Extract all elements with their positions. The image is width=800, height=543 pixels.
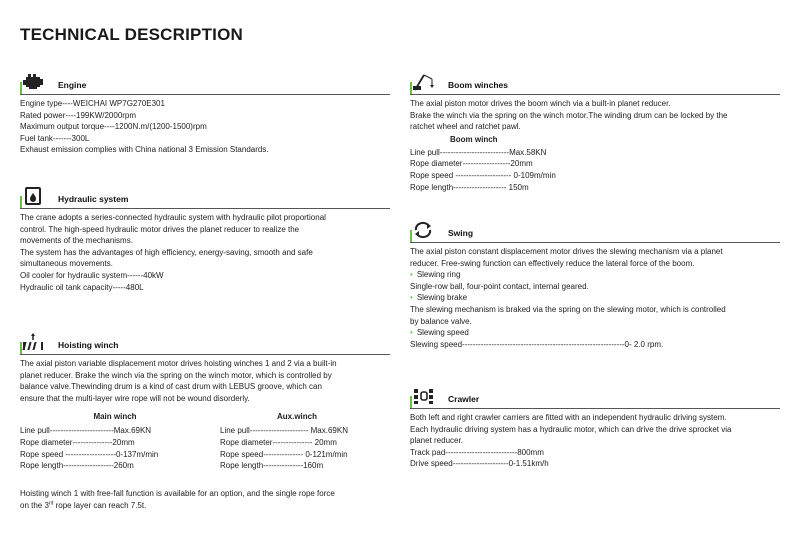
crawler-line: Drive speed---------------------0-1.51km/h	[410, 459, 549, 469]
crawler-line: Each hydraulic driving system has a hydraulic motor, which can drive the drive sprocket via	[410, 424, 732, 434]
hoisting-section	[20, 332, 390, 512]
slewing-speed-label: • Slewing speed	[410, 327, 780, 339]
spec-row: Line pull--------------------------Max.58KN	[410, 147, 547, 157]
hydraulic-line: movements of the mechanisms.	[20, 236, 133, 246]
crawler-line: Both left and right crawler carriers are fitted with an independent hydraulic driving system.	[410, 413, 727, 422]
note-text: on the 3	[20, 500, 49, 510]
engine-section	[20, 72, 390, 156]
boom-line: Brake the winch via the spring on the winch motor.The winding drum can be locked by the	[410, 110, 728, 120]
hoisting-note	[20, 500, 390, 512]
spec-row: Rope speed--------------- 0-121m/min	[220, 449, 348, 459]
slewing-brake-label: • Slewing brake	[410, 292, 780, 304]
main-winch-specs	[20, 404, 210, 471]
page-title: TECHNICAL DESCRIPTION	[20, 25, 244, 44]
winch-spec-columns	[20, 404, 390, 484]
crawler-line: Track pad---------------------------800mm	[410, 447, 544, 457]
engine-line: Fuel tank-------300L	[20, 133, 90, 143]
slewing-ring-label: • Slewing ring	[410, 269, 780, 281]
engine-line: Exhaust emission complies with China national 3 Emission Standards.	[20, 145, 269, 155]
spec-row: Rope length---------------160m	[220, 461, 324, 471]
main-winch-title: Main winch	[93, 412, 137, 422]
boom-winch-subtitle: Boom winch	[450, 134, 498, 144]
hoisting-line: planet reducer. Brake the winch via the spring on the winch motor, which is controlled by	[20, 370, 332, 380]
hydraulic-section	[20, 186, 390, 293]
oil-tank-icon	[22, 187, 44, 205]
slewing-brake-text: The slewing mechanism is braked via the spring on the slewing motor, which is controlled	[410, 304, 726, 314]
hydraulic-line: control. The high-speed hydraulic motor drives the planet reducer to realize the	[20, 224, 300, 234]
crawler-icon	[412, 387, 434, 405]
crawler-title: Crawler	[448, 394, 480, 404]
spec-row: Rope diameter------------------20mm	[410, 159, 533, 169]
note-text: rope layer can reach 7.5t.	[53, 500, 147, 510]
hydraulic-line: Hydraulic oil tank capacity-----480L	[20, 282, 144, 292]
crawler-section	[410, 386, 780, 470]
swing-line: The axial piston constant displacement motor drives the slewing mechanism via a planet	[410, 247, 723, 256]
rotate-icon	[412, 221, 434, 239]
hydraulic-title: Hydraulic system	[58, 194, 129, 204]
engine-line: Maximum output torque----1200N.m/(1200-1500)rpm	[20, 122, 207, 132]
hydraulic-line: Oil cooler for hydraulic system------40kW	[20, 270, 164, 280]
engine-line: Rated power----199KW/2000rpm	[20, 110, 137, 120]
slewing-ring-text: Single-row ball, four-point contact, internal geared.	[410, 281, 589, 291]
swing-title: Swing	[448, 228, 474, 238]
spec-row: Rope speed --------------------- 0-109m/min	[410, 170, 556, 180]
hydraulic-line: The system has the advantages of high efficiency, energy-saving, smooth and safe	[20, 247, 313, 257]
hoisting-line: ensure that the multi-layer wire rope will not be wound disorderly.	[20, 393, 250, 403]
spec-row: Rope diameter--------------- 20mm	[220, 437, 337, 447]
hydraulic-line: simultaneous movements.	[20, 259, 113, 269]
spec-row: Rope length-------------------- 150m	[410, 182, 529, 192]
crawler-line: planet reducer.	[410, 436, 463, 446]
slewing-brake-text: by balance valve.	[410, 316, 472, 326]
aux-winch-specs	[220, 404, 390, 471]
boom-line: ratchet wheel and ratchet pawl.	[410, 122, 521, 132]
engine-title: Engine	[58, 80, 87, 90]
swing-section	[410, 220, 780, 350]
hoisting-line: balance valve.Thewinding drum is a kind of cast drum with LEBUS groove, which can	[20, 382, 322, 392]
boom-line: The axial piston motor drives the boom winch via a built-in planet reducer.	[410, 99, 671, 108]
spec-row: Line pull---------------------- Max.69KN	[220, 426, 348, 436]
hydraulic-line: The crane adopts a series-connected hydraulic system with hydraulic pilot proportional	[20, 213, 326, 222]
boom-section	[410, 72, 780, 193]
aux-winch-title: Aux.winch	[277, 412, 318, 422]
boom-title: Boom winches	[448, 80, 508, 90]
engine-line: Engine type----WEICHAI WP7G270E301	[20, 99, 165, 108]
hoisting-note: Hoisting winch 1 with free-fall function is available for an option, and the single rope force	[20, 489, 335, 499]
swing-line: reducer. Free-swing function can effectively reduce the lateral force of the boom.	[410, 258, 695, 268]
hoisting-title: Hoisting winch	[58, 340, 119, 350]
boom-winch-icon	[412, 73, 434, 91]
hoisting-line: The axial piston variable displacement motor drives hoisting winches 1 and 2 via a built-in	[20, 359, 337, 368]
note-superscript: rd	[48, 500, 54, 507]
engine-icon	[22, 73, 44, 91]
spec-row: Rope length-------------------260m	[20, 461, 134, 471]
spec-row: Rope diameter---------------20mm	[20, 437, 135, 447]
slewing-speed-text: Slewing speed-------------------------------------------------------------0- 2.0 rpm.	[410, 339, 664, 349]
hoisting-winch-icon	[22, 333, 44, 351]
spec-row: Line pull------------------------Max.69KN	[20, 426, 152, 436]
spec-row: Rope speed -------------------0-137m/min	[20, 449, 159, 459]
